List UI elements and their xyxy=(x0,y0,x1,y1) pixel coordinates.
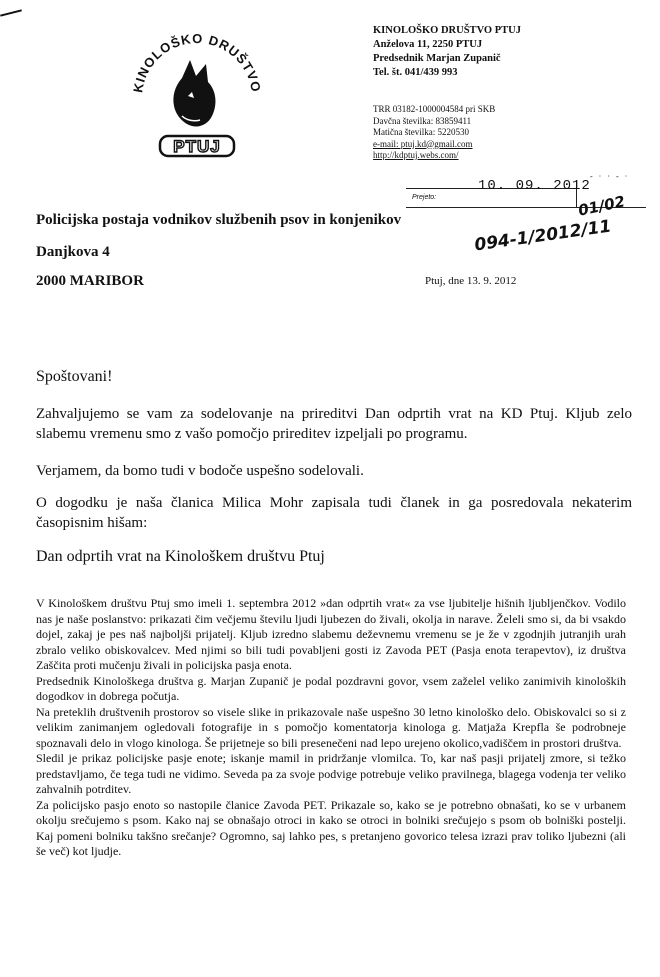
tax-number: Davčna številka: 83859411 xyxy=(373,115,472,126)
org-phone: Tel. št. 041/439 993 xyxy=(373,67,458,78)
stamp-dots: - · · - · xyxy=(590,172,630,181)
paragraph-thanks: Zahvaljujemo se vam za sodelovanje na prireditvi Dan odprtih vrat na KD Ptuj. Kljub zelo slabemu vremenu smo z vašo pomočjo prireditev izpeljali po programu. xyxy=(36,406,632,442)
place-and-date: Ptuj, dne 13. 9. 2012 xyxy=(425,275,517,287)
org-details xyxy=(373,104,495,162)
org-president: Predsednik Marjan Zupanič xyxy=(373,53,501,64)
recipient-city: 2000 MARIBOR xyxy=(36,273,144,289)
article-paragraph: Na preteklih društvenih prostorov so visele slike in prikazovale naše uspešno 30 letno kinološko delo. Obiskovalci so si z velikim zanimanjem ogledovali fotografije in s pomočjo komentatorja kinologa g. Matjaža Krepfla še podrobneje spoznavali delo in vlogo kinologa. Še prijetneje so bili presenečeni nad lepo urejeno okolico,vadiščem in prostori društva. xyxy=(36,704,626,750)
letterhead xyxy=(373,24,521,80)
stamp-received-label: Prejeto: xyxy=(412,194,437,201)
handwritten-reference: 01/02 xyxy=(576,192,627,220)
society-logo xyxy=(120,20,270,170)
logo-arc-text: KINOLOŠKO DRUŠTVO xyxy=(130,30,264,94)
recipient-street: Danjkova 4 xyxy=(36,244,110,260)
paragraph-article-intro: O dogodku je naša članica Milica Mohr zapisala tudi članek in ga posredovala nekaterim časopisnim hišam: xyxy=(36,495,632,531)
registration-number: Matična številka: 5220530 xyxy=(373,127,469,137)
org-name: KINOLOŠKO DRUŠTVO PTUJ xyxy=(373,25,521,36)
greeting: Spoštovani! xyxy=(36,368,113,385)
scan-corner-mark xyxy=(0,9,22,16)
email-link[interactable]: e-mail: ptuj.kd@gmail.com xyxy=(373,138,473,149)
website-link[interactable]: http://kdptuj.webs.com/ xyxy=(373,150,459,160)
article-paragraph: Predsednik Kinološkega društva g. Marjan Zupanič je podal pozdravni govor, vsem zaželel veliko zanimivih kinoloških dogodkov in dobrega počutja. xyxy=(36,673,626,703)
article-body xyxy=(36,596,626,860)
dog-emblem-icon xyxy=(120,20,270,170)
article-title: Dan odprtih vrat na Kinološkem društvu Ptuj xyxy=(36,548,325,565)
bank-account: TRR 03182-1000004584 pri SKB xyxy=(373,104,496,114)
stamp-date: 10. 09. 2012 xyxy=(478,178,591,194)
paragraph-cooperation: Verjamem, da bomo tudi v bodoče uspešno sodelovali. xyxy=(36,463,364,479)
article-paragraph: Za policijsko pasjo enoto so nastopile članice Zavoda PET. Prikazale so, kako se je potrebno obnašati, ko se v urbanem okolju srečujemo s psom. Kako naj se obnašajo otroci in kako se otroci in bolniki srečujejo s psom ob bolniški postelji. Kaj pomeni bolniku takšno srečanje? Ogromno, saj lahko pes, s pretanjeno govorico telesa izrazi prav toliko ljubezni (ali še več) kot ljudje. xyxy=(36,797,626,858)
article-paragraph: V Kinološkem društvu Ptuj smo imeli 1. septembra 2012 »dan odprtih vrat« za vse ljubitelje hišnih ljubljenčkov. Vodilo nas je naše poslanstvo: prikazati čim večjemu številu ljudi ljubezen do živali, okolja in narave. Želeli smo si, da bi vsakdo dojel, zakaj je pes naš najboljši prijatelj. Kljub izredno slabemu deževnemu vremenu se je že v zgodnjih jutranjih urah zbralo veliko obiskovalcev. Med njimi so bili tudi povabljeni gosti iz Zavoda PET (Pasja enota terapevtov), iz društva Zaščita proti mučenju živali in policijska pasja enota. xyxy=(36,596,626,672)
handwritten-file-number: 094-1/2012/11 xyxy=(473,216,613,256)
recipient-name: Policijska postaja vodnikov službenih psov in konjenikov xyxy=(36,212,402,228)
org-address: Anželova 11, 2250 PTUJ xyxy=(373,39,483,50)
logo-city-text: PTUJ xyxy=(173,137,221,156)
article-paragraph: Sledil je prikaz policijske pasje enote; iskanje mamil in pridržanje vlomilca. To, kar naš pasji prijatelj zmore, si težko predstavljamo, če tega tudi ne vidimo. Seveda pa za svoje podvige potrebuje veliko pravilnega, blagega vodenja ter veliko zahvalnih potrditev. xyxy=(36,751,626,796)
